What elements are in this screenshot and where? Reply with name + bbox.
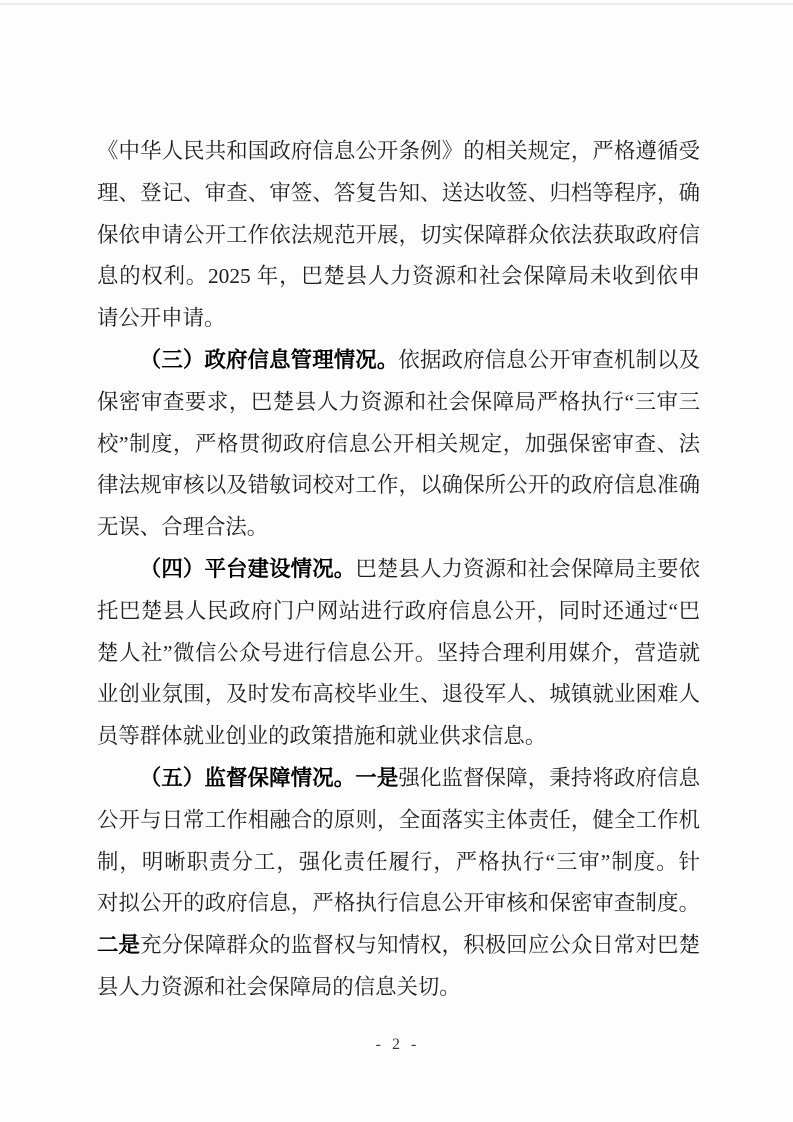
section-heading-text: （四）平台建设情况。 <box>139 556 356 581</box>
body-text: 县人力资源和社会保障局的信息关切。 <box>97 974 461 999</box>
scan-edge-line <box>0 3 793 5</box>
body-text: 保密审查要求，巴楚县人力资源和社会保障局严格执行“三审三 <box>97 389 700 414</box>
body-text: 请公开申请。 <box>97 306 226 331</box>
text-line <box>97 507 700 549</box>
body-text: 无误、合理合法。 <box>97 515 269 540</box>
text-line <box>97 298 700 340</box>
body-text: 校”制度，严格贯彻政府信息公开相关规定，加强保密审查、法 <box>97 431 700 456</box>
text-line <box>97 549 700 591</box>
body-text: 楚人社”微信公众号进行信息公开。坚持合理利用媒介，营造就 <box>97 640 700 665</box>
body-text: 公开与日常工作相融合的原则，全面落实主体责任，健全工作机 <box>97 807 700 832</box>
text-line <box>97 758 700 800</box>
section-heading-text: （五）监督保障情况。一是 <box>139 765 399 790</box>
paragraph-section-5-supervision-guarantee <box>97 758 700 1009</box>
body-text: 业创业氛围，及时发布高校毕业生、退役军人、城镇就业困难人 <box>97 682 700 707</box>
body-text: 巴楚县人力资源和社会保障局主要依 <box>355 556 700 581</box>
body-text: 强化监督保障，秉持将政府信息 <box>398 765 700 790</box>
text-line <box>97 633 700 675</box>
body-text: 依据政府信息公开审查机制以及 <box>398 347 700 372</box>
text-line <box>97 382 700 424</box>
paragraph-section-4-platform-construction <box>97 549 700 758</box>
text-line <box>97 883 700 925</box>
body-text: 制，明晰职责分工，强化责任履行，严格执行“三审”制度。针 <box>97 849 700 874</box>
body-text: 托巴楚县人民政府门户网站进行政府信息公开，同时还通过“巴 <box>97 598 700 623</box>
body-text: 《中华人民共和国政府信息公开条例》的相关规定，严格遵循受 <box>97 139 700 163</box>
text-line <box>97 716 700 758</box>
body-text: 息的权利。2025 年，巴楚县人力资源和社会保障局未收到依申 <box>97 264 700 289</box>
body-text: 律法规审核以及错敏词校对工作，以确保所公开的政府信息准确 <box>97 473 700 498</box>
text-line <box>97 925 700 967</box>
text-line <box>97 215 700 257</box>
text-line <box>97 967 700 1009</box>
body-text: 对拟公开的政府信息，严格执行信息公开审核和保密审查制度。 <box>97 891 700 916</box>
text-line <box>97 173 700 215</box>
text-line <box>97 256 700 298</box>
page-number: - 2 - <box>375 1036 418 1053</box>
body-text: 理、登记、审查、审签、答复告知、送达收签、归档等程序，确 <box>97 180 700 205</box>
text-line <box>97 131 700 173</box>
paragraph-section-3-information-management <box>97 340 700 549</box>
text-line <box>97 674 700 716</box>
text-line <box>97 800 700 842</box>
body-text: 保依申请公开工作依法规范开展，切实保障群众依法获取政府信 <box>97 222 700 247</box>
body-text: 充分保障群众的监督权与知情权，积极回应公众日常对巴楚 <box>140 933 700 958</box>
text-line <box>97 340 700 382</box>
section-heading-text: 二是 <box>97 933 141 958</box>
text-line <box>97 465 700 507</box>
body-text: 员等群体就业创业的政策措施和就业供求信息。 <box>97 724 547 749</box>
document-body <box>97 131 700 1009</box>
text-line <box>97 842 700 884</box>
text-line <box>97 591 700 633</box>
text-line <box>97 424 700 466</box>
section-heading-text: （三）政府信息管理情况。 <box>139 347 399 372</box>
paragraph-continuation <box>97 131 700 340</box>
